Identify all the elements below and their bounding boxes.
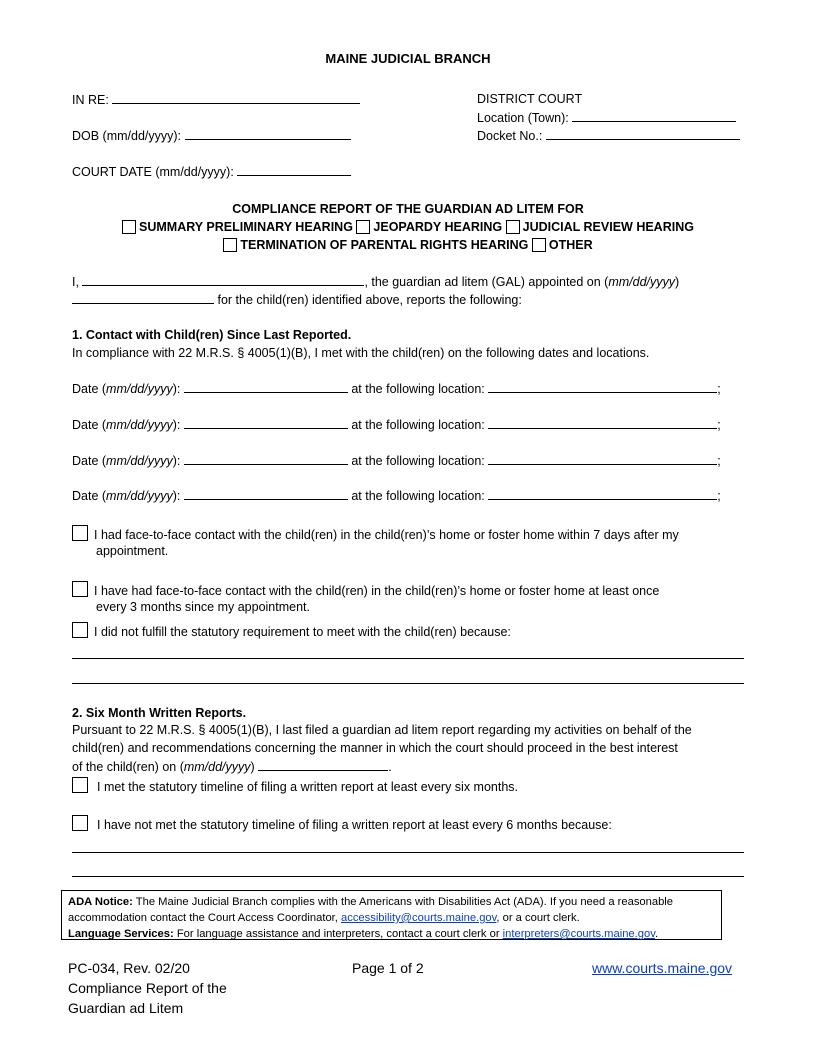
semicolon: ; (717, 382, 721, 396)
termination-label: TERMINATION OF PARENTAL RIGHTS HEARING (240, 238, 529, 252)
section-2-para-2: child(ren) and recommendations concerning the manner in which the court should proceed in the best interest (72, 741, 678, 755)
court-date-field[interactable] (237, 163, 351, 176)
intro-date-format: mm/dd/yyyy (608, 275, 676, 289)
language-line (68, 926, 715, 942)
contact-location-field[interactable] (488, 416, 717, 429)
contact-7-days-text: I had face-to-face contact with the child(ren) in the child(ren)’s home or foster home within 7 days after my (94, 528, 679, 542)
hearing-type-row-2 (0, 237, 816, 253)
ada-text-2: accommodation contact the Court Access Coordinator, (68, 912, 338, 924)
language-label: Language Services: (68, 928, 174, 940)
contact-date-field[interactable] (184, 487, 348, 500)
footer-website (592, 958, 732, 978)
date-location-row (72, 487, 721, 504)
form-title: COMPLIANCE REPORT OF THE GUARDIAN AD LITEM FOR (232, 202, 584, 216)
timeline-met-text: I met the statutory timeline of filing a written report at least every six months. (97, 780, 519, 794)
language-end: . (654, 928, 659, 940)
form-name-line-1: Compliance Report of the (68, 980, 227, 996)
in-re-field[interactable] (112, 91, 360, 104)
jeopardy-checkbox[interactable] (356, 220, 370, 234)
para-3-date-format: mm/dd/yyyy (183, 760, 251, 774)
check-contact-7-days (72, 525, 679, 543)
jeopardy-label: JEOPARDY HEARING (373, 220, 503, 234)
date-label-suffix: ): (172, 382, 181, 396)
date-label-suffix: ): (172, 489, 181, 503)
section-1-heading: 1. Contact with Child(ren) Since Last Reported. (72, 328, 352, 342)
docket-row (477, 127, 740, 144)
check-contact-3-months (72, 581, 659, 599)
contact-location-field[interactable] (488, 452, 717, 465)
ada-text-1: The Maine Judicial Branch complies with the Americans with Disabilities Act (ADA). If you need a reasonable (135, 896, 674, 908)
form-name-line-2: Guardian ad Litem (68, 1000, 184, 1016)
other-checkbox[interactable] (532, 238, 546, 252)
contact-3-months-text-2: every 3 months since my appointment. (96, 600, 310, 614)
last-report-date-field[interactable] (258, 758, 388, 771)
intro-i: I, (72, 275, 79, 289)
para-3-suffix: ) (250, 760, 255, 774)
location-field[interactable] (572, 109, 736, 122)
interpreters-email-link[interactable]: interpreters@courts.maine.gov (502, 928, 655, 940)
accessibility-email-link[interactable]: accessibility@courts.maine.gov (341, 912, 497, 924)
contact-date-field[interactable] (184, 452, 348, 465)
not-fulfilled-checkbox[interactable] (72, 622, 88, 638)
date-label-prefix: Date ( (72, 454, 107, 468)
date-label-prefix: Date ( (72, 489, 107, 503)
contact-7-days-text-2: appointment. (96, 544, 169, 558)
date-format: mm/dd/yyyy (106, 382, 173, 396)
date-location-row (72, 380, 721, 397)
date-label-prefix: Date ( (72, 382, 107, 396)
date-location-row (72, 416, 721, 433)
date-label-prefix: Date ( (72, 418, 107, 432)
contact-3-months-checkbox[interactable] (72, 581, 88, 597)
appointment-date-field[interactable] (72, 291, 214, 304)
not-fulfilled-text: I did not fulfill the statutory requirement to meet with the child(ren) because: (94, 625, 511, 639)
location-label: at the following location: (351, 382, 485, 396)
timeline-not-met-text: I have not met the statutory timeline of filing a written report at least every 6 months because: (97, 818, 612, 832)
semicolon: ; (717, 489, 721, 503)
ada-line-2 (68, 910, 715, 926)
semicolon: ; (717, 454, 721, 468)
judicial-review-label: JUDICIAL REVIEW HEARING (522, 220, 694, 234)
district-court-label: DISTRICT COURT (477, 92, 583, 106)
language-text: For language assistance and interpreters, contact a court clerk or (176, 928, 500, 940)
location-label: at the following location: (351, 454, 485, 468)
location-label: Location (Town): (477, 111, 569, 125)
section-1-intro: In compliance with 22 M.R.S. § 4005(1)(B), I met with the child(ren) on the following dates and locations. (72, 346, 650, 360)
date-format: mm/dd/yyyy (106, 418, 173, 432)
intro-close-paren: ) (675, 275, 680, 289)
ada-text-3: , or a court clerk. (496, 912, 580, 924)
timeline-not-met-checkbox[interactable] (72, 815, 88, 831)
location-label: at the following location: (351, 489, 485, 503)
reason-line-2[interactable] (72, 683, 744, 684)
hearing-type-row-1 (0, 219, 816, 235)
contact-date-field[interactable] (184, 416, 348, 429)
summary-preliminary-label: SUMMARY PRELIMINARY HEARING (139, 220, 353, 234)
court-date-row (72, 163, 351, 180)
check-timeline-not-met (72, 815, 612, 833)
contact-location-field[interactable] (488, 380, 717, 393)
website-link[interactable]: www.courts.maine.gov (592, 960, 733, 976)
date-label-suffix: ): (172, 418, 181, 432)
intro-appointed-text: , the guardian ad litem (GAL) appointed on ( (364, 275, 609, 289)
timeline-reason-line-2[interactable] (72, 876, 744, 877)
page-number: Page 1 of 2 (352, 960, 424, 976)
contact-7-days-checkbox[interactable] (72, 525, 88, 541)
ada-notice-box (61, 890, 722, 940)
date-label-suffix: ): (172, 454, 181, 468)
section-2-para-3 (72, 758, 392, 775)
judicial-review-checkbox[interactable] (506, 220, 520, 234)
para-3-prefix: of the child(ren) on ( (72, 760, 184, 774)
dob-row (72, 127, 351, 144)
in-re-row (72, 91, 360, 108)
semicolon: ; (717, 418, 721, 432)
contact-date-field[interactable] (184, 380, 348, 393)
ada-label: ADA Notice: (68, 896, 133, 908)
page-title: MAINE JUDICIAL BRANCH (325, 51, 491, 66)
date-location-row (72, 452, 721, 469)
intro-line-2-text: for the child(ren) identified above, reports the following: (217, 293, 522, 307)
check-timeline-met (72, 777, 518, 795)
date-format: mm/dd/yyyy (106, 454, 173, 468)
section-2-para-1: Pursuant to 22 M.R.S. § 4005(1)(B), I last filed a guardian ad litem report regarding my activities on behalf of the (72, 723, 692, 737)
intro-line-1 (72, 273, 679, 290)
timeline-met-checkbox[interactable] (72, 777, 88, 793)
termination-checkbox[interactable] (223, 238, 237, 252)
contact-3-months-text: I have had face-to-face contact with the child(ren) in the child(ren)’s home or foster home at least once (94, 584, 660, 598)
court-date-label: COURT DATE (mm/dd/yyyy): (72, 165, 234, 179)
location-label: at the following location: (351, 418, 485, 432)
location-row (477, 109, 736, 126)
section-2-heading: 2. Six Month Written Reports. (72, 706, 247, 720)
check-not-fulfilled (72, 622, 511, 640)
summary-preliminary-checkbox[interactable] (122, 220, 136, 234)
docket-field[interactable] (546, 127, 740, 140)
intro-line-2 (72, 291, 522, 308)
ada-line-1 (68, 894, 715, 910)
docket-label: Docket No.: (477, 129, 543, 143)
reason-line-1[interactable] (72, 658, 744, 659)
timeline-reason-line-1[interactable] (72, 852, 744, 853)
form-number: PC-034, Rev. 02/20 (68, 960, 190, 976)
dob-label: DOB (mm/dd/yyyy): (72, 129, 182, 143)
date-format: mm/dd/yyyy (106, 489, 173, 503)
gal-name-field[interactable] (82, 273, 364, 286)
para-3-period: . (388, 760, 392, 774)
dob-field[interactable] (185, 127, 351, 140)
other-label: OTHER (548, 238, 593, 252)
in-re-label: IN RE: (72, 93, 109, 107)
contact-location-field[interactable] (488, 487, 717, 500)
